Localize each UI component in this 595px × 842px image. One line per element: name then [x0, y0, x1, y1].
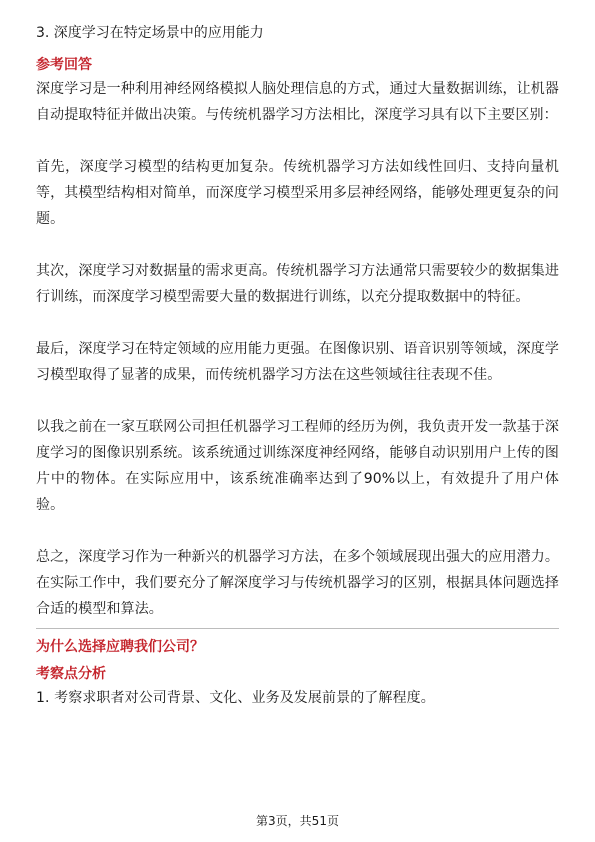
paragraph-second: 其次，深度学习对数据量的需求更高。传统机器学习方法通常只需要较少的数据集进行训练，而深度学习模型需要大量的数据进行训练，以充分提取数据中的特征。 — [36, 263, 559, 305]
paragraph-intro: 深度学习是一种利用神经网络模拟人脑处理信息的方式，通过大量数据训练，让机器自动提取特征并做出决策。与传统机器学习方法相比，深度学习具有以下主要区别： — [36, 81, 559, 123]
analysis-item: 1. 考察求职者对公司背景、文化、业务及发展前景的了解程度。 — [36, 690, 435, 706]
next-question-title: 为什么选择应聘我们公司？ — [36, 639, 204, 655]
analysis-label: 考察点分析 — [36, 666, 106, 682]
answer-label: 参考回答 — [36, 57, 92, 73]
page-footer: 第3页，共51页 — [256, 814, 339, 828]
document-page — [36, 22, 559, 711]
paragraph-summary: 总之，深度学习作为一种新兴的机器学习方法，在多个领域展现出强大的应用潜力。在实际工作中，我们要充分了解深度学习与传统机器学习的区别，根据具体问题选择合适的模型和算法。 — [36, 549, 559, 617]
section-divider — [36, 628, 559, 629]
paragraph-first: 首先，深度学习模型的结构更加复杂。传统机器学习方法如线性回归、支持向量机等，其模型结构相对简单，而深度学习模型采用多层神经网络，能够处理更复杂的问题。 — [36, 159, 559, 227]
section-title: 3. 深度学习在特定场景中的应用能力 — [36, 25, 264, 41]
paragraph-example: 以我之前在一家互联网公司担任机器学习工程师的经历为例，我负责开发一款基于深度学习的图像识别系统。该系统通过训练深度神经网络，能够自动识别用户上传的图片中的物体。在实际应用中，该系统准确率达到了90%以上，有效提升了用户体验。 — [36, 419, 559, 513]
paragraph-last: 最后，深度学习在特定领域的应用能力更强。在图像识别、语音识别等领域，深度学习模型取得了显著的成果，而传统机器学习方法在这些领域往往表现不佳。 — [36, 341, 559, 383]
